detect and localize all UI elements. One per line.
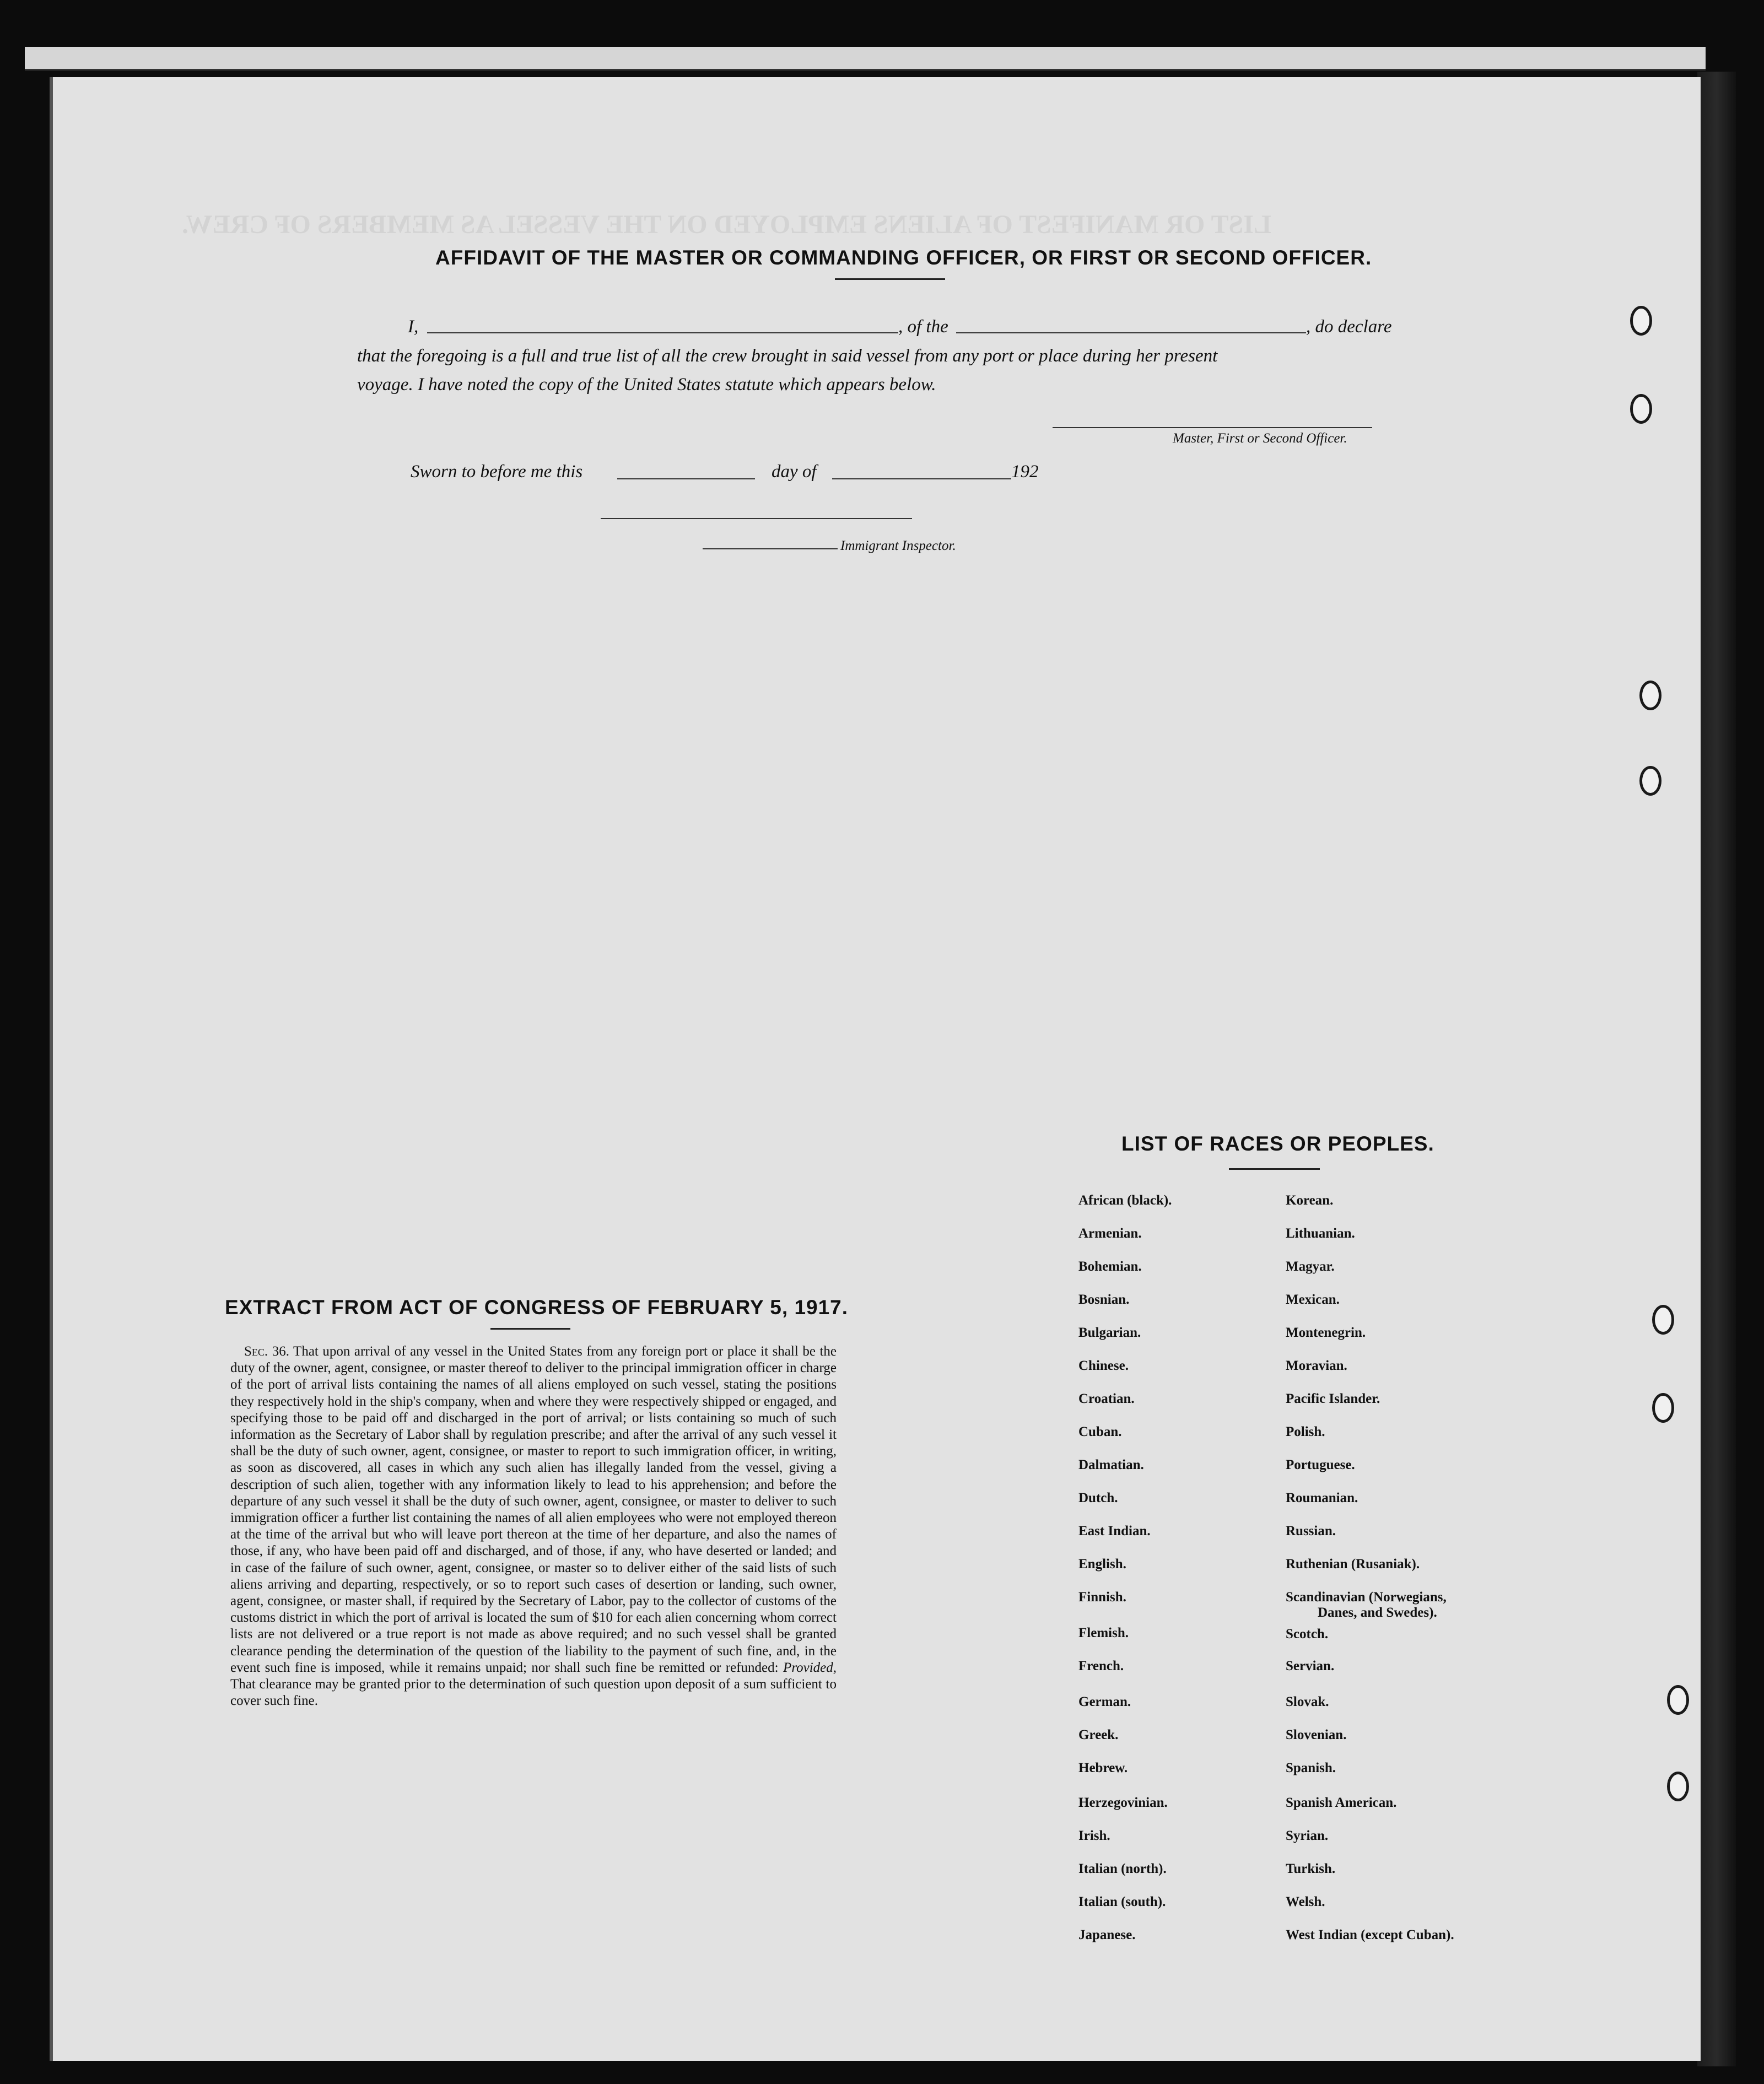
binder-hole — [1652, 1393, 1674, 1423]
race-item: Ruthenian (Rusaniak). — [1286, 1557, 1420, 1572]
race-item: Pacific Islander. — [1286, 1391, 1380, 1406]
race-item: West Indian (except Cuban). — [1286, 1928, 1454, 1942]
race-item: Bosnian. — [1078, 1292, 1130, 1307]
race-item: Spanish. — [1286, 1761, 1336, 1775]
affidavit-line-3: voyage. I have noted the copy of the United States statute which appears below. — [357, 375, 936, 395]
binder-hole — [1667, 1685, 1689, 1715]
race-item: Russian. — [1286, 1524, 1336, 1538]
race-item: Italian (south). — [1078, 1894, 1166, 1909]
binder-hole — [1630, 306, 1652, 336]
race-item: Welsh. — [1286, 1894, 1325, 1909]
race-item — [1286, 1590, 1447, 1621]
race-item: Portuguese. — [1286, 1457, 1355, 1472]
binder-hole — [1639, 766, 1661, 796]
page-edge-strip — [25, 47, 1706, 71]
race-item: German. — [1078, 1694, 1131, 1709]
inspector-caption: Immigrant Inspector. — [840, 538, 956, 553]
race-item: Slovenian. — [1286, 1727, 1347, 1742]
race-item: Syrian. — [1286, 1828, 1329, 1843]
race-item: Chinese. — [1078, 1358, 1129, 1373]
sworn-year: 192 — [1011, 462, 1039, 482]
race-item: Slovak. — [1286, 1694, 1329, 1709]
provided-word: Provided, — [783, 1660, 837, 1675]
section-36-text — [230, 1343, 837, 1709]
race-item: Hebrew. — [1078, 1761, 1128, 1775]
affidavit-declare: , do declare — [1306, 317, 1392, 337]
name-blank-line — [427, 332, 898, 333]
race-item: Spanish American. — [1286, 1795, 1397, 1810]
race-item: Moravian. — [1286, 1358, 1347, 1373]
affidavit-line-2: that the foregoing is a full and true list of all the crew brought in said vessel from any port or place during her present — [357, 346, 1218, 366]
binder-hole — [1667, 1772, 1689, 1801]
races-title: LIST OF RACES OR PEOPLES. — [1121, 1132, 1434, 1155]
sworn-prefix: Sworn to before me this — [411, 462, 583, 482]
sworn-day-of: day of — [772, 462, 817, 482]
affidavit-i: I, — [408, 317, 419, 337]
title-underline — [835, 278, 945, 280]
race-item: Italian (north). — [1078, 1861, 1167, 1876]
race-item: Mexican. — [1286, 1292, 1340, 1307]
race-item-continuation: Danes, and Swedes). — [1318, 1605, 1437, 1620]
races-underline — [1229, 1168, 1320, 1170]
race-item: Armenian. — [1078, 1226, 1142, 1241]
race-item-line: Scandinavian (Norwegians, — [1286, 1590, 1447, 1605]
race-item: East Indian. — [1078, 1524, 1151, 1538]
signature-line — [1053, 427, 1372, 428]
section-label: Sec. 36. — [244, 1344, 289, 1359]
race-item: Dutch. — [1078, 1491, 1118, 1505]
vessel-blank-line — [956, 332, 1306, 333]
race-item: Irish. — [1078, 1828, 1110, 1843]
race-item: Scotch. — [1286, 1627, 1329, 1642]
binder-hole — [1639, 681, 1661, 710]
signature-caption: Master, First or Second Officer. — [1173, 431, 1347, 446]
sworn-month-blank — [832, 478, 1011, 479]
extract-underline — [490, 1328, 570, 1330]
affidavit-title: AFFIDAVIT OF THE MASTER OR COMMANDING OFFICER, OR FIRST OR SECOND OFFICER. — [435, 246, 1372, 269]
race-item: Croatian. — [1078, 1391, 1135, 1406]
race-item: Lithuanian. — [1286, 1226, 1355, 1241]
statute-text: That upon arrival of any vessel in the United States from any foreign port or place it shall be the duty of the owner, agent, consignee, or master thereof to deliver to the principal immigration officer in charge of the port of arrival lists containing the names of all aliens employed on such vessel, stating the positions they respectively hold in the ship's company, when and where they were respectively shipped or engaged, and specifying those to be paid off and discharged in the port of arrival; or lists containing so much of such information as the Secretary of Labor shall by regulation prescribe; and after the arrival of any such vessel it shall be the duty of such owner, agent, consignee, or master to report to such immigration officer, in writing, as soon as discovered, all cases in which any such alien has illegally landed from the vessel, giving a description of such alien, together with any information likely to lead to his apprehension; and before the departure of any such vessel it shall be the duty of such owner, agent, consignee, or master to deliver to such immigration officer a further list containing the names of all alien employees who were not employed thereon at the time of the arrival but who will leave port thereon at the time of her departure, and also the names of those, if any, who have been paid off and discharged, and of those, if any, who have deserted or landed; and in case of the failure of such owner, agent, consignee, or master so to deliver either of the said lists of such aliens arriving and departing, respectively, or so to report such cases of desertion or landing, such owner, agent, consignee, or master shall, if required by the Secretary of Labor, pay to the collector of customs of the customs district in which the port of arrival is located the sum of $10 for each alien concerning whom correct lists are not delivered or a true report is not made as above required; and no such vessel shall be granted clearance pending the determination of the question of the liability to the payment of such fine, and, in the event such fine is imposed, while it remains unpaid; nor shall such fine be remitted or refunded: — [230, 1344, 837, 1675]
inspector-short-line — [703, 548, 838, 549]
race-item: Greek. — [1078, 1727, 1119, 1742]
affidavit-of-the: , of the — [898, 317, 948, 337]
binder-hole — [1652, 1305, 1674, 1335]
race-item: Bulgarian. — [1078, 1325, 1141, 1340]
binder-hole — [1630, 394, 1652, 424]
race-item: Finnish. — [1078, 1590, 1126, 1605]
inspector-signature-line — [601, 518, 912, 519]
race-item: Polish. — [1286, 1424, 1325, 1439]
race-item: Magyar. — [1286, 1259, 1335, 1274]
bleed-through-title: LIST OR MANIFEST OF ALIENS EMPLOYED ON THE VESSEL AS MEMBERS OF CREW. — [182, 210, 1271, 239]
race-item: Turkish. — [1286, 1861, 1336, 1876]
race-item: Dalmatian. — [1078, 1457, 1144, 1472]
sworn-day-blank — [617, 478, 755, 479]
race-item: Japanese. — [1078, 1928, 1136, 1942]
race-item: Herzegovinian. — [1078, 1795, 1168, 1810]
race-item: Cuban. — [1078, 1424, 1122, 1439]
statute-proviso-text: That clearance may be granted prior to the determination of such question upon deposit of a sum sufficient to cover such fine. — [230, 1677, 837, 1709]
race-item: Flemish. — [1078, 1626, 1129, 1640]
race-item: Bohemian. — [1078, 1259, 1142, 1274]
race-item: English. — [1078, 1557, 1126, 1572]
race-item: Montenegrin. — [1286, 1325, 1366, 1340]
race-item: Servian. — [1286, 1659, 1335, 1673]
race-item: Korean. — [1286, 1193, 1334, 1208]
race-item: African (black). — [1078, 1193, 1172, 1208]
binding-strip — [1697, 72, 1736, 2066]
race-item: French. — [1078, 1659, 1124, 1673]
extract-title: EXTRACT FROM ACT OF CONGRESS OF FEBRUARY 5, 1917. — [225, 1296, 849, 1319]
race-item: Roumanian. — [1286, 1491, 1358, 1505]
